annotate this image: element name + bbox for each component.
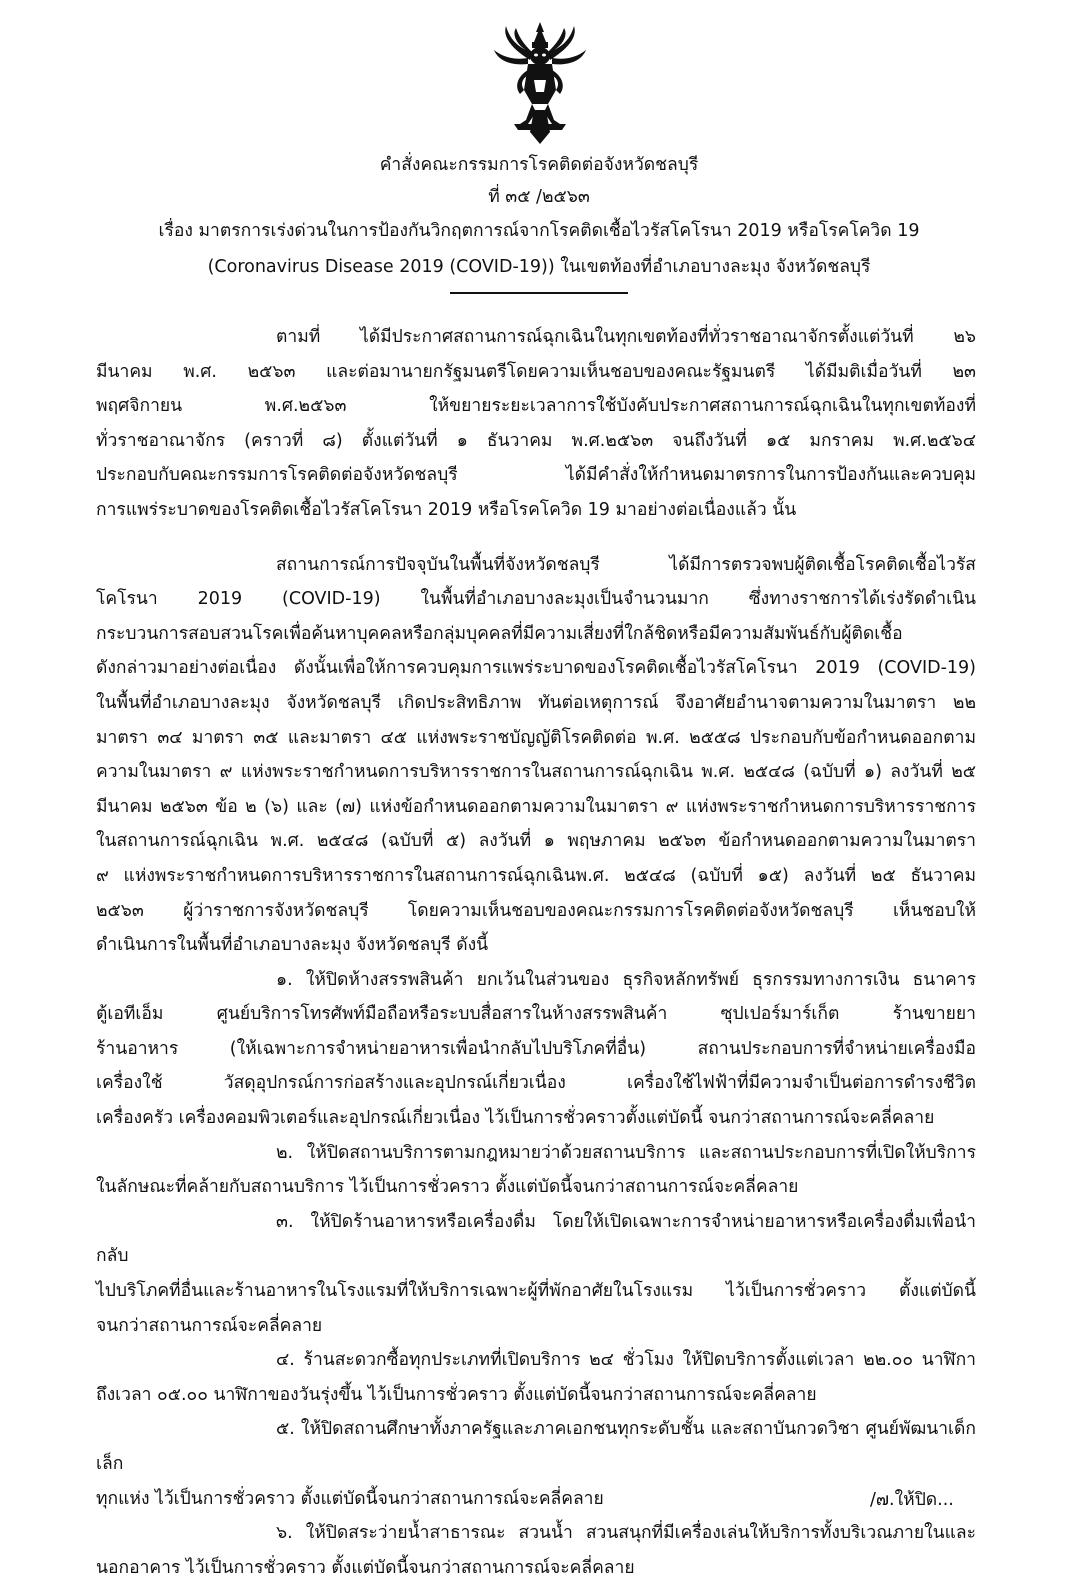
text-line: ๑. ให้ปิดห้างสรรพสินค้า ยกเว้นในส่วนของ ธุรกิจหลักทรัพย์ ธุรกรรมทางการเงิน ธนาคาร (276, 969, 976, 990)
title-divider (450, 292, 628, 294)
text-line: มีนาคม ๒๕๖๓ ข้อ ๒ (๖) และ (๗) แห่งข้อกำหนดออกตามความในมาตรา ๙ แห่งพระราชกำหนดการบริหารราชการ (96, 796, 976, 817)
measure-item-1 (96, 963, 976, 1136)
text-line: ๙ แห่งพระราชกำหนดการบริหารราชการในสถานการณ์ฉุกเฉินพ.ศ. ๒๕๔๘ (ฉบับที่ ๑๕) ลงวันที่ ๒๕ ธันวาคม (96, 865, 976, 886)
page-continuation: /๗.ให้ปิด... (870, 1490, 954, 1510)
text-line: ๔. ร้านสะดวกซื้อทุกประเภทที่เปิดบริการ ๒๔ ชั่วโมง ให้ปิดบริการตั้งแต่เวลา ๒๒.๐๐ นาฬิกา (276, 1350, 976, 1371)
text-line: ๖. ให้ปิดสระว่ายน้ำสาธารณะ สวนน้ำ สวนสนุกที่มีเครื่องเล่นให้บริการทั้งบริเวณภายในและ (276, 1523, 976, 1544)
text-line: ทุกแห่ง ไว้เป็นการชั่วคราว ตั้งแต่บัดนี้จนกว่าสถานการณ์จะคลี่คลาย (96, 1488, 604, 1509)
text-line: ความในมาตรา ๙ แห่งพระราชกำหนดการบริหารราชการในสถานการณ์ฉุกเฉิน พ.ศ. ๒๕๔๘ (ฉบับที่ ๑) ลงวันที่ ๒๕ (96, 762, 976, 783)
order-title: คำสั่งคณะกรรมการโรคติดต่อจังหวัดชลบุรี (379, 155, 699, 175)
paragraph-situation (96, 548, 976, 963)
text-line: ไปบริโภคที่อื่นและร้านอาหารในโรงแรมที่ให้บริการเฉพาะผู้ที่พักอาศัยในโรงแรม ไว้เป็นการชั่วคราว ตั้งแต่บัดนี้ (96, 1281, 976, 1302)
text-line: มาตรา ๓๔ มาตรา ๓๕ และมาตรา ๔๕ แห่งพระราชบัญญัติโรคติดต่อ พ.ศ. ๒๕๕๘ ประกอบกับข้อกำหนดออกตาม (96, 727, 976, 748)
text-line: สถานการณ์การปัจจุบันในพื้นที่จังหวัดชลบุรี ได้มีการตรวจพบผู้ติดเชื้อโรคติดเชื้อไวรัส (276, 554, 976, 575)
text-line: ร้านอาหาร (ให้เฉพาะการจำหน่ายอาหารเพื่อนำกลับไปบริโภคที่อื่น) สถานประกอบการที่จำหน่ายเครื่องมือ (96, 1038, 976, 1059)
text-line: พฤศจิกายน พ.ศ.๒๕๖๓ ให้ขยายระยะเวลาการใช้บังคับประกาศสถานการณ์ฉุกเฉินในทุกเขตท้องที่ (96, 396, 976, 417)
text-line: เครื่องครัว เครื่องคอมพิวเตอร์และอุปกรณ์เกี่ยวเนื่อง ไว้เป็นการชั่วคราวตั้งแต่บัดนี้ จนกว่าสถานการณ์จะคลี่คลาย (96, 1108, 935, 1129)
order-number: ที่ ๓๕ /๒๕๖๓ (488, 187, 590, 207)
text-line: ๕. ให้ปิดสถานศึกษาทั้งภาครัฐและภาคเอกชนทุกระดับชั้น และสถาบันกวดวิชา ศูนย์พัฒนาเด็กเล็ก (96, 1419, 976, 1474)
text-line: ๓. ให้ปิดร้านอาหารหรือเครื่องดื่ม โดยให้เปิดเฉพาะการจำหน่ายอาหารหรือเครื่องดื่มเพื่อนำกลับ (96, 1211, 976, 1267)
text-line: ถึงเวลา ๐๕.๐๐ นาฬิกาของวันรุ่งขึ้น ไว้เป็นการชั่วคราว ตั้งแต่บัดนี้จนกว่าสถานการณ์จะคลี่คลาย (96, 1384, 817, 1405)
text-line: จนกว่าสถานการณ์จะคลี่คลาย (96, 1315, 323, 1336)
measure-item-3 (96, 1205, 976, 1343)
text-line: ในพื้นที่อำเภอบางละมุง จังหวัดชลบุรี เกิดประสิทธิภาพ ทันต่อเหตุการณ์ จึงอาศัยอำนาจตามความในมาตรา ๒๒ (96, 692, 976, 713)
text-line: มีนาคม พ.ศ. ๒๕๖๓ และต่อมานายกรัฐมนตรีโดยความเห็นชอบของคณะรัฐมนตรี ได้มีมติเมื่อวันที่ ๒๓ (96, 361, 976, 382)
text-line: ทั่วราชอาณาจักร (คราวที่ ๘) ตั้งแต่วันที่ ๑ ธันวาคม พ.ศ.๒๕๖๓ จนถึงวันที่ ๑๕ มกราคม พ.ศ.๒๕๖๔ (96, 430, 976, 451)
paragraph-preamble (96, 320, 976, 528)
text-line: การแพร่ระบาดของโรคติดเชื้อไวรัสโคโรนา 2019 หรือโรคโควิด 19 มาอย่างต่อเนื่องแล้ว นั้น (96, 499, 797, 520)
text-line: ในสถานการณ์ฉุกเฉิน พ.ศ. ๒๕๔๘ (ฉบับที่ ๕) ลงวันที่ ๑ พฤษภาคม ๒๕๖๓ ข้อกำหนดออกตามความในมาตรา (96, 831, 976, 852)
text-line: โคโรนา 2019 (COVID-19) ในพื้นที่อำเภอบางละมุงเป็นจำนวนมาก ซึ่งทางราชการได้เร่งรัดดำเนิน (96, 589, 976, 610)
text-line: ตู้เอทีเอ็ม ศูนย์บริการโทรศัพท์มือถือหรือระบบสื่อสารในห้างสรรพสินค้า ซุปเปอร์มาร์เก็ต ร้านขายยา (96, 1004, 976, 1025)
text-line: นอกอาคาร ไว้เป็นการชั่วคราว ตั้งแต่บัดนี้จนกว่าสถานการณ์จะคลี่คลาย (96, 1557, 635, 1578)
measure-item-4 (96, 1343, 976, 1412)
text-line: ประกอบกับคณะกรรมการโรคติดต่อจังหวัดชลบุรี ได้มีคำสั่งให้กำหนดมาตรการในการป้องกันและควบคุม (96, 465, 976, 486)
measure-item-5 (96, 1412, 976, 1516)
text-line: เครื่องใช้ วัสดุอุปกรณ์การก่อสร้างและอุปกรณ์เกี่ยวเนื่อง เครื่องใช้ไฟฟ้าที่มีความจำเป็นต่อการดำรงชีวิต (96, 1073, 976, 1094)
subject-line-2: (Coronavirus Disease 2019 (COVID-19)) ในเขตท้องที่อำเภอบางละมุง จังหวัดชลบุรี (207, 257, 871, 277)
paragraph-spacer (96, 528, 976, 548)
text-line: ในลักษณะที่คล้ายกับสถานบริการ ไว้เป็นการชั่วคราว ตั้งแต่บัดนี้จนกว่าสถานการณ์จะคลี่คลาย (96, 1177, 799, 1198)
text-line: ตามที่ ได้มีประกาศสถานการณ์ฉุกเฉินในทุกเขตท้องที่ทั่วราชอาณาจักรตั้งแต่วันที่ ๒๖ (276, 327, 976, 347)
document-body (96, 320, 976, 1585)
measure-item-2 (96, 1136, 976, 1205)
text-line: ดังกล่าวมาอย่างต่อเนื่อง ดังนั้นเพื่อให้การควบคุมการแพร่ระบาดของโรคติดเชื้อไวรัสโคโรนา 2019 (COVID-19) (96, 658, 976, 679)
text-line: ๒๕๖๓ ผู้ว่าราชการจังหวัดชลบุรี โดยความเห็นชอบของคณะกรรมการโรคติดต่อจังหวัดชลบุรี เห็นชอบให้ (96, 900, 976, 921)
text-line: ๒. ให้ปิดสถานบริการตามกฎหมายว่าด้วยสถานบริการ และสถานประกอบการที่เปิดให้บริการ (276, 1142, 976, 1163)
garuda-emblem-icon (492, 20, 588, 148)
text-line: กระบวนการสอบสวนโรคเพื่อค้นหาบุคคลหรือกลุ่มบุคคลที่มีความเสี่ยงที่ใกล้ชิดหรือมีความสัมพันธ์กับผู้ติดเชื้อ (96, 623, 903, 644)
measure-item-6 (96, 1516, 976, 1585)
text-line: ดำเนินการในพื้นที่อำเภอบางละมุง จังหวัดชลบุรี ดังนี้ (96, 935, 489, 956)
subject-line-1: เรื่อง มาตรการเร่งด่วนในการป้องกันวิกฤตการณ์จากโรคติดเชื้อไวรัสโคโรนา 2019 หรือโรคโควิด 19 (158, 221, 920, 241)
